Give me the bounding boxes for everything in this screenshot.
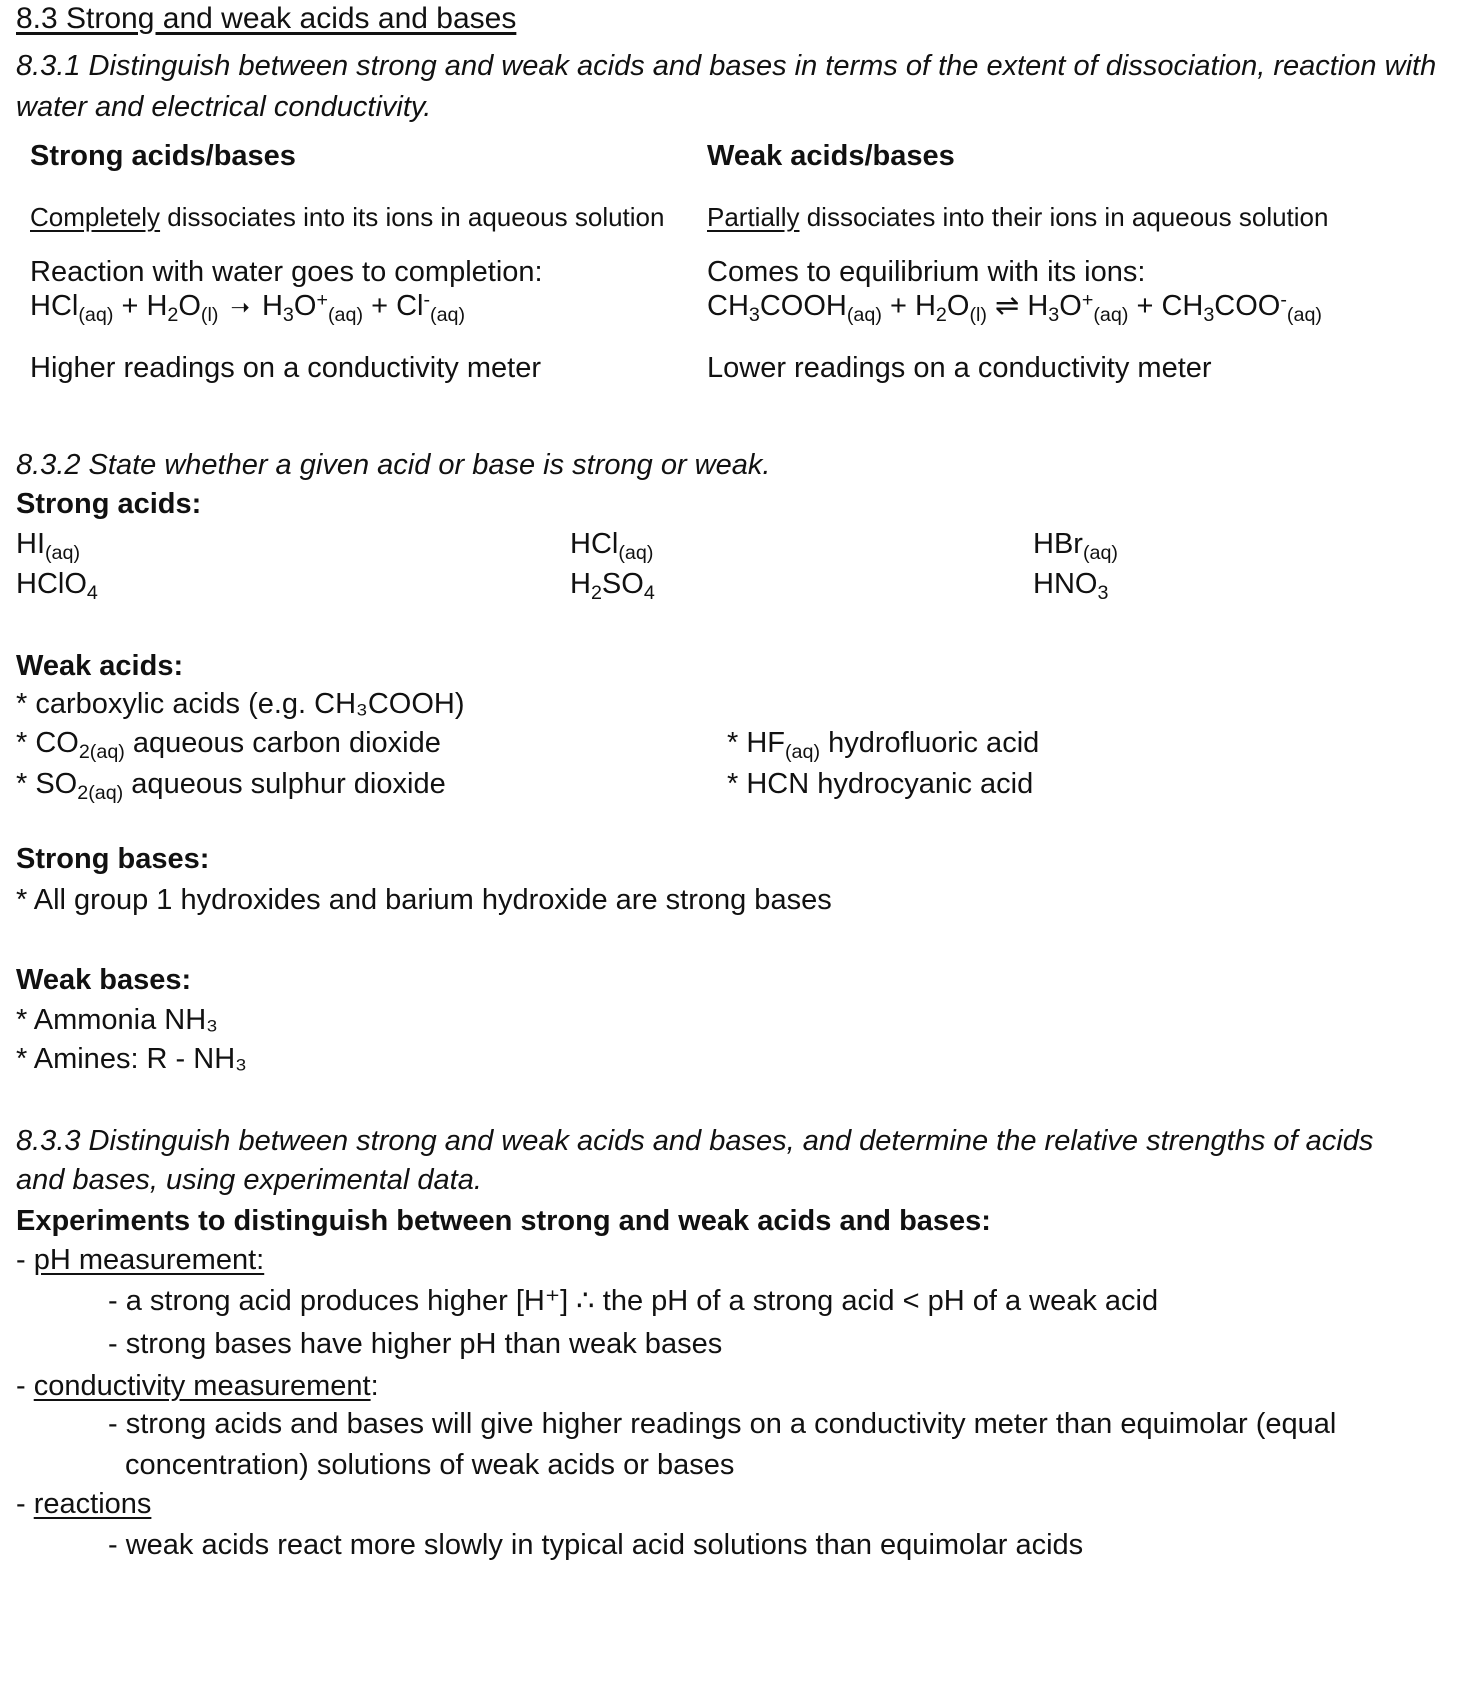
weak-reaction-label: Comes to equilibrium with its ions: [707, 256, 1146, 288]
conductivity-item-line2: concentration) solutions of weak acids or bases [125, 1449, 735, 1481]
weak-bases-heading: Weak bases: [16, 964, 192, 996]
acid-hi: HI(aq) [16, 528, 81, 564]
weak-conductivity: Lower readings on a conductivity meter [707, 352, 1212, 384]
reactions-item: - weak acids react more slowly in typical acid solutions than equimolar acids [108, 1529, 1084, 1561]
strong-reaction-label: Reaction with water goes to completion: [30, 256, 543, 288]
weak-acid-hcn: * HCN hydrocyanic acid [727, 768, 1034, 800]
weak-acid-carboxylic: * carboxylic acids (e.g. CH₃COOH) [16, 688, 465, 720]
weak-dissociation [707, 203, 1328, 233]
strong-dissociation-rest: dissociates into its ions in aqueous solution [160, 202, 665, 232]
objective-8-3-1: 8.3.1 Distinguish between strong and weak acids and bases in terms of the extent of dissociation, reaction with water and electrical conductivity. [16, 50, 1437, 123]
weak-acid-co2: * $CO_{2(aq)}$ aqueous carbon dioxide [16, 727, 441, 763]
acid-hclo4: HClO$_4$ [16, 568, 98, 604]
acid-hno3: $HNO_3$ [1033, 568, 1109, 604]
experiments-heading: Experiments to distinguish between strong and weak acids and bases: [16, 1205, 991, 1237]
strong-dissociation [30, 203, 664, 233]
weak-acids-heading: Weak acids: [16, 650, 184, 682]
reactions-label: - reactions [16, 1488, 152, 1520]
hf-description: hydrofluoric acid [820, 727, 1040, 759]
acid-h2so4: $H_2SO_4$ [570, 568, 655, 604]
weak-equation: $CH_3COOH_{(aq)} + H_2O_{(l)}$ ⇌ $H_3O^+_{(aq)} + CH_3COO^-_{(aq)}$ [707, 289, 1322, 326]
objective-8-3-3-line1: 8.3.3 Distinguish between strong and weak acids and bases, and determine the relative strengths of acids [16, 1125, 1374, 1157]
ph-item-1: - a strong acid produces higher [H⁺] ∴ the pH of a strong acid < pH of a weak acid [108, 1285, 1159, 1317]
weak-acid-hf: * HF(aq) hydrofluoric acid [727, 727, 1040, 763]
objective-8-3-2: 8.3.2 State whether a given acid or base is strong or weak. [16, 449, 771, 481]
strong-equation: $HCl_{(aq)} + H_2O_{(l)}$ ➝ $H_3O^+_{(aq)} + Cl^-_{(aq)}$ [30, 289, 466, 326]
conductivity-measurement-label: - conductivity measurement: [16, 1370, 379, 1402]
co2-description: aqueous carbon dioxide [124, 727, 441, 759]
strong-conductivity: Higher readings on a conductivity meter [30, 352, 541, 384]
objective-8-3-3-line2: and bases, using experimental data. [16, 1164, 482, 1196]
weak-acids-bases-heading: Weak acids/bases [707, 140, 955, 172]
weak-base-amines: * Amines: R - NH₃ [16, 1043, 247, 1075]
strong-acids-heading: Strong acids: [16, 488, 202, 520]
weak-acid-so2: * $SO_{2(aq)}$ aqueous sulphur dioxide [16, 768, 446, 804]
weak-base-ammonia: * Ammonia NH₃ [16, 1004, 218, 1036]
acid-hcl: HCl(aq) [570, 528, 654, 564]
completely-underlined: Completely [30, 202, 161, 232]
strong-acids-bases-heading: Strong acids/bases [30, 140, 296, 172]
page-title: 8.3 Strong and weak acids and bases [16, 2, 517, 35]
partially-underlined: Partially [707, 202, 800, 232]
strong-bases-item: * All group 1 hydroxides and barium hydroxide are strong bases [16, 884, 832, 916]
acid-hbr: HBr(aq) [1033, 528, 1118, 564]
strong-bases-heading: Strong bases: [16, 843, 210, 875]
weak-dissociation-rest: dissociates into their ions in aqueous solution [799, 202, 1329, 232]
ph-measurement-label: - pH measurement: [16, 1244, 265, 1276]
ph-item-2: - strong bases have higher pH than weak bases [108, 1328, 723, 1360]
so2-description: aqueous sulphur dioxide [123, 768, 446, 800]
conductivity-item-line1: - strong acids and bases will give higher readings on a conductivity meter than equimolar (equal [108, 1408, 1337, 1440]
